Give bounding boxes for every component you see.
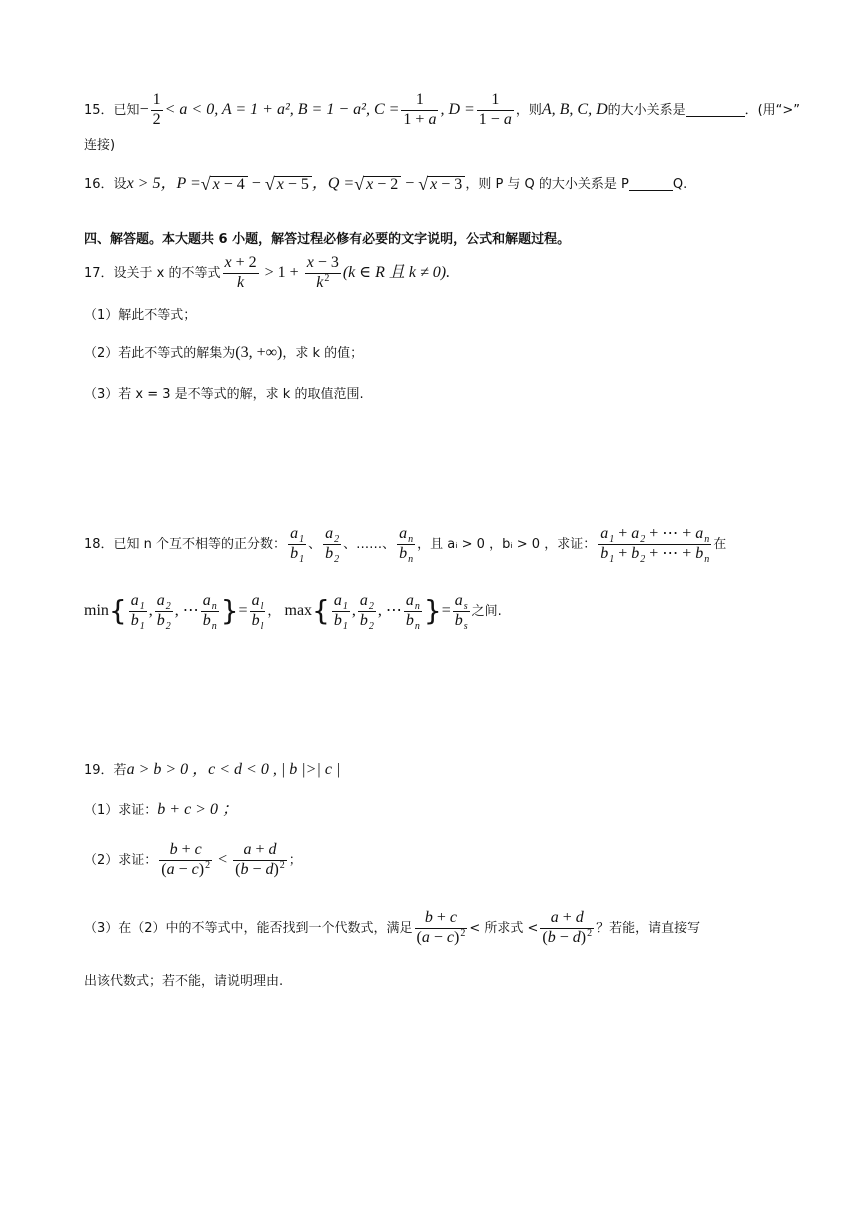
q18-number: 18． xyxy=(84,536,114,552)
question-16: 16． 设 x > 5 ，P = √ x − 4 − √ x − 5 ，Q = √ x − 2 − √ x − 3 ，则 P 与 Q 的大小关系是 P Q. xyxy=(84,174,688,194)
q15-tail: ．(用“>” xyxy=(744,102,800,118)
q15-conditions: < a < 0, A = 1 + a², B = 1 − a², C = xyxy=(164,101,400,118)
question-18: 18． 已知 n 个互不相等的正分数： $\frac{a_1}{b_1}$ 、 $\frac{a_2}{b_2}$ 、……、 $\frac{a_n}{b_n}$ ，且 aᵢ > 0 ，bᵢ > 0 ，求证： $\frac{a_1 + a_2 + \cdots + a_n}{b_1 + b_2 + \cdots + b_n}$ 在 xyxy=(84,525,727,565)
q18-max-label: max xyxy=(284,602,313,619)
question-15: 15． 已知 − $\frac{1}{2}$ < a < 0, A = 1 + a², B = 1 − a², C = $\frac{1}{1 + a}$ , D = $\frac{1}{1 - a}$ ，则 A, B, C, D 的大小关系是 ．(用“>” xyxy=(84,91,800,128)
q19-condition: a > b > 0 ，c < d < 0 , | b |>| c | xyxy=(126,761,341,778)
q18-intro: 已知 n 个互不相等的正分数： xyxy=(113,536,287,552)
q17-part-3: （3）若 x = 3 是不等式的解，求 k 的取值范围. xyxy=(84,386,364,402)
q15-fraction-d: $\frac{1}{1 - a}$ xyxy=(478,91,512,128)
q17-interval: (3, +∞) xyxy=(235,344,283,361)
q17-fraction-left: $\frac{x + 2}{k}$ xyxy=(224,254,257,291)
q19-p1-expression: b + c > 0 ； xyxy=(157,801,238,818)
q17-condition: (k ∈ R 且 k ≠ 0). xyxy=(342,264,451,281)
q18-min-label: min xyxy=(84,602,109,619)
q19-intro: 若 xyxy=(113,762,127,778)
q19-number: 19． xyxy=(84,762,114,778)
q16-condition: x > 5 xyxy=(126,175,161,192)
q19-p2-left-fraction: $\frac{b + c}{(a - c)^2}$ xyxy=(161,841,211,878)
q19-part-1: （1）求证： b + c > 0 ； xyxy=(84,801,238,818)
q17-part-1: （1）解此不等式； xyxy=(84,307,197,323)
q17-part-2: （2）若此不等式的解集为 (3, +∞) ，求 k 的值； xyxy=(84,344,364,361)
q15-ask: 的大小关系是 xyxy=(607,102,686,118)
question-19 xyxy=(84,760,800,780)
q18-condition: ，且 aᵢ > 0 ，bᵢ > 0 ，求证： xyxy=(417,536,597,552)
q16-answer-blank[interactable] xyxy=(629,178,673,191)
q15-fraction-half: $\frac{1}{2}$ xyxy=(152,91,161,128)
q17-fraction-right: $\frac{x - 3}{k^2}$ xyxy=(306,254,339,291)
q19-p3-middle: < 所求式 < xyxy=(469,920,539,936)
q19-part-3: （3）在（2）中的不等式中，能否找到一个代数式，满足 $\frac{b + c}{(a - c)^2}$ < 所求式 < $\frac{a + d}{(b - d)^2}$ ？若能，请直接写 xyxy=(84,909,701,946)
q15-answer-blank[interactable] xyxy=(686,104,745,117)
q16-intro: 设 xyxy=(113,176,127,192)
q16-p-label: ，P = xyxy=(160,175,201,192)
q15-fraction-c: $\frac{1}{1 + a}$ xyxy=(403,91,437,128)
q18-bounds: min { $\frac{a_1}{b_1}$ , $\frac{a_2}{b_2}$ , ⋯ $\frac{a_n}{b_n}$ } = $\frac{a_l}{b_l}$ ， max { $\frac{a_1}{b_1}$ , $\frac{a_2}{b_2}$ , ⋯ $\frac{a_n}{b_n}$ } = $\frac{a_s}{b_s}$ 之间. xyxy=(84,592,502,632)
q16-q-label: ，Q = xyxy=(311,175,355,192)
q15-d-label: , D = xyxy=(440,101,475,118)
q18-dots: 、……、 xyxy=(343,536,396,552)
q18-sum-fraction: $\frac{a_1 + a_2 + \cdots + a_n}{b_1 + b_2 + \cdots + b_n}$ xyxy=(600,525,710,565)
q15-line2: 连接) xyxy=(84,137,116,153)
q15-letters: A, B, C, D xyxy=(541,101,608,118)
q16-ask: ，则 P 与 Q 的大小关系是 P xyxy=(465,176,629,192)
q15-continuation xyxy=(84,136,800,154)
q15-intro: 已知 xyxy=(113,102,140,118)
q17-number: 17． xyxy=(84,265,114,281)
q19-p2-right-fraction: $\frac{a + d}{(b - d)^2}$ xyxy=(235,841,285,878)
q15-number: 15． xyxy=(84,102,114,118)
section-4-heading: 四、解答题。本大题共 6 小题，解答过程必修有必要的文字说明，公式和解题过程。 xyxy=(84,231,571,247)
q17-intro: 设关于 x 的不等式 xyxy=(113,265,221,281)
q18-between: 之间. xyxy=(471,603,502,619)
q19-part-3-continuation: 出该代数式；若不能，请说明理由. xyxy=(84,973,284,989)
q16-number: 16． xyxy=(84,176,114,192)
q15-then: ，则 xyxy=(515,102,542,118)
q18-at: 在 xyxy=(713,536,727,552)
question-17: 17． 设关于 x 的不等式 $\frac{x + 2}{k}$ > 1 + $\frac{x - 3}{k^2}$ (k ∈ R 且 k ≠ 0). xyxy=(84,254,451,291)
q19-part-2: （2）求证： $\frac{b + c}{(a - c)^2}$ < $\frac{a + d}{(b - d)^2}$ ； xyxy=(84,841,302,878)
q16-end: Q. xyxy=(672,176,688,192)
